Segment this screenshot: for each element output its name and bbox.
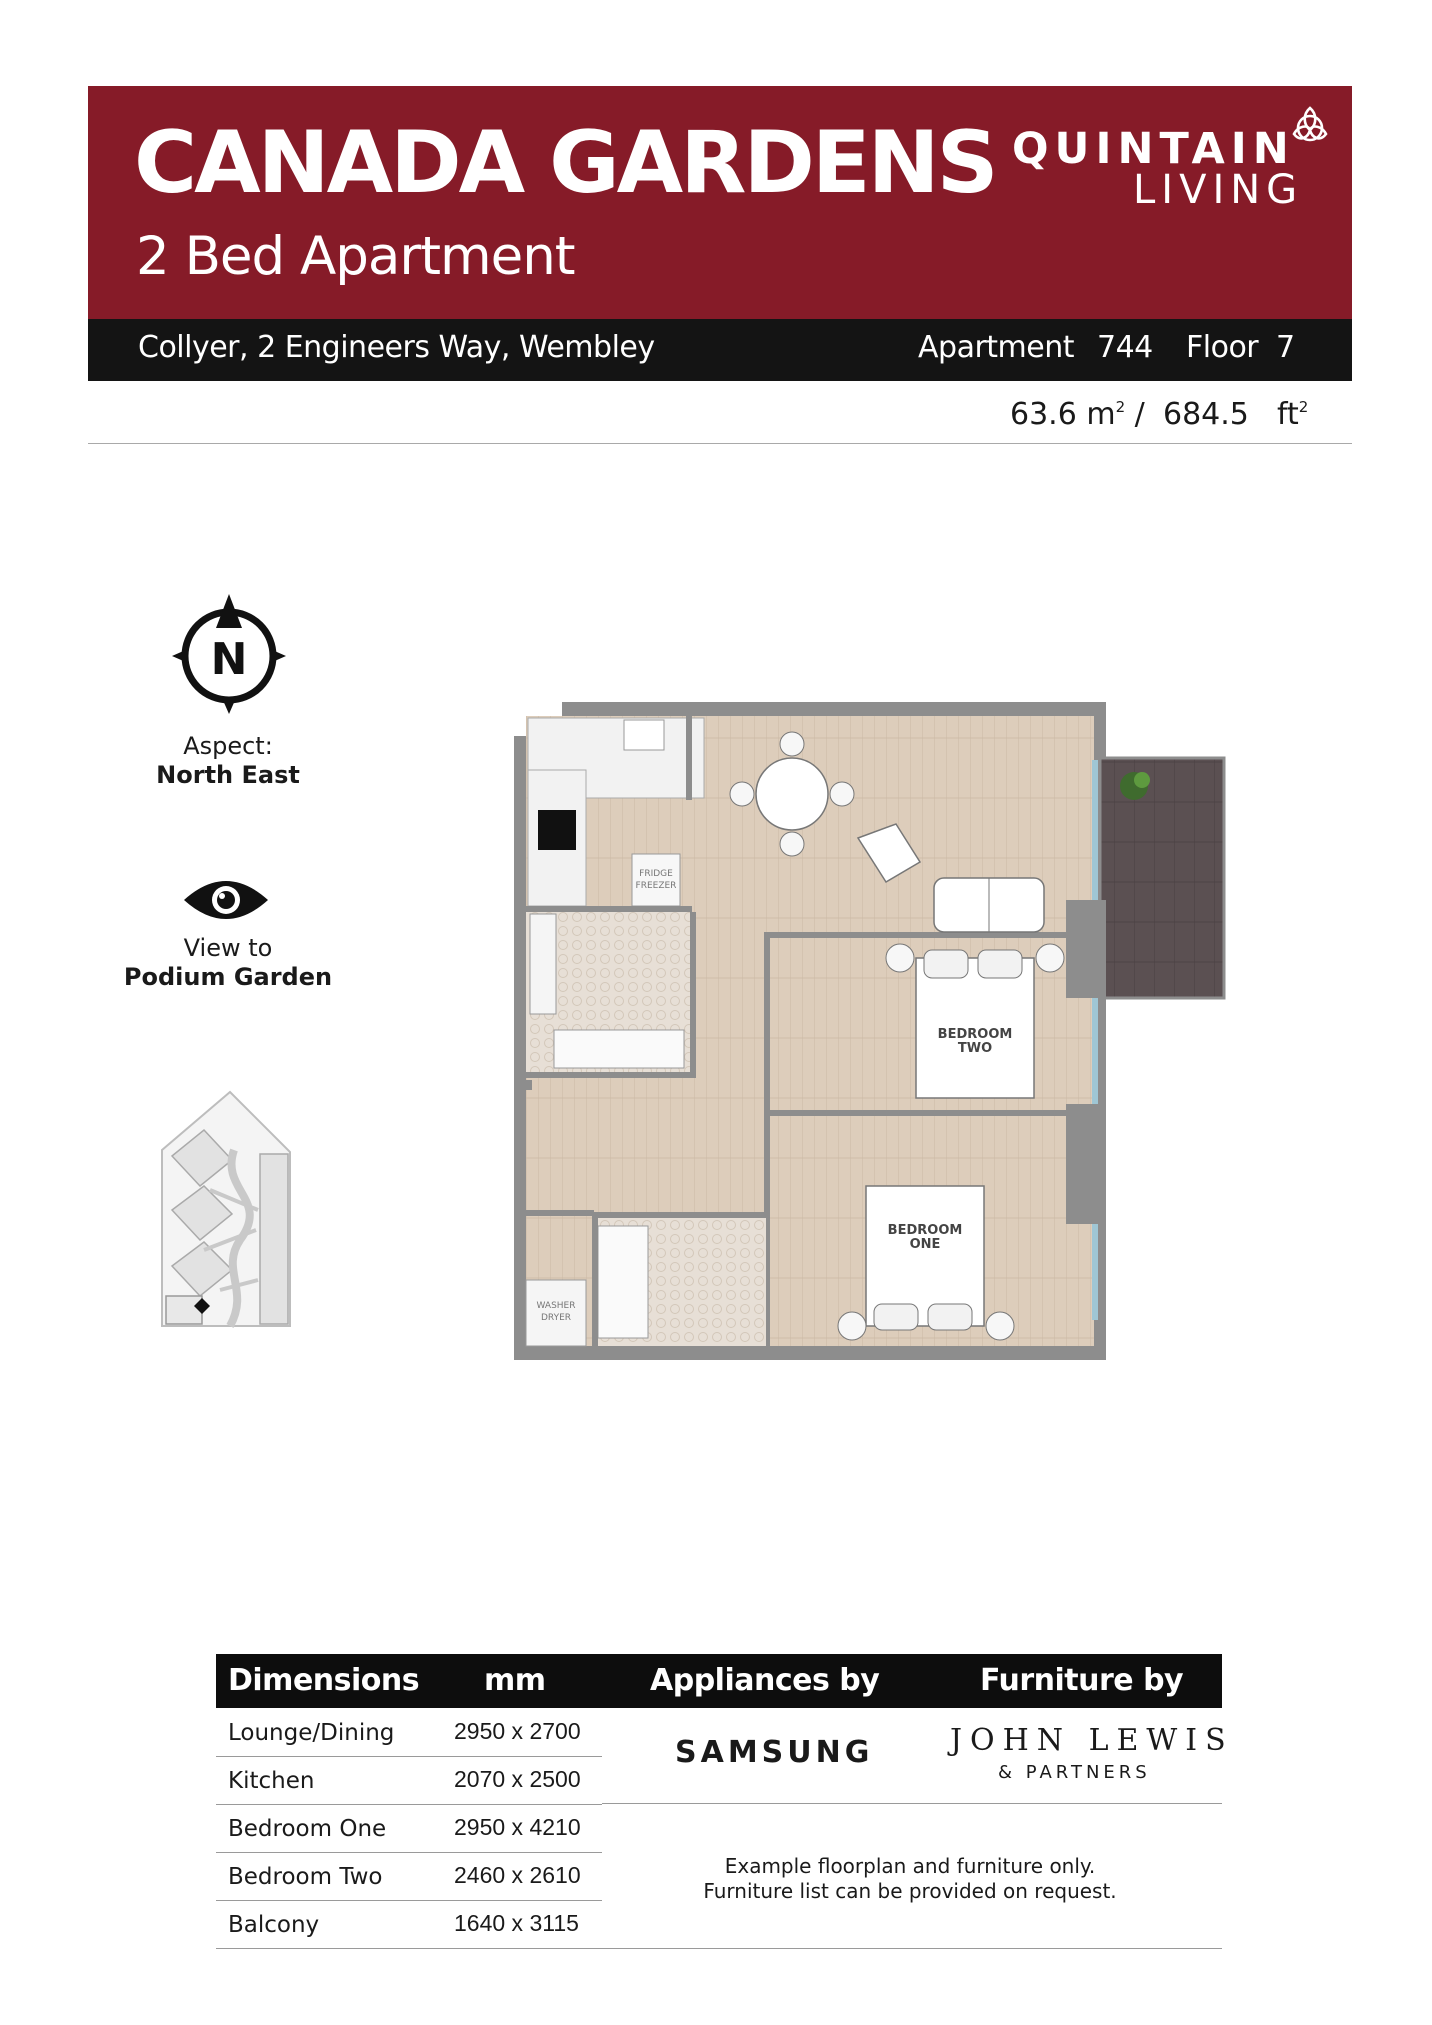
table-row: Balcony 1640 x 3115 — [216, 1900, 602, 1949]
header-furniture: Furniture by — [980, 1663, 1184, 1698]
table-row: Kitchen 2070 x 2500 — [216, 1756, 602, 1805]
bedroom-one-label-1: BEDROOM — [887, 1223, 963, 1238]
area-sqm: 63.6 $m^2$ / — [1010, 397, 1145, 432]
address: Collyer, 2 Engineers Way, Wembley — [138, 330, 655, 365]
divider — [602, 1948, 1222, 1949]
floor-number: 7 — [1276, 330, 1295, 365]
view-value: Podium Garden — [123, 963, 333, 991]
samsung-logo: SAMSUNG — [675, 1735, 874, 1770]
bedroom-one-label-2: ONE — [909, 1237, 941, 1252]
divider — [602, 1803, 1222, 1804]
view-eye-icon — [182, 876, 270, 924]
brand-subname: LIVING — [1133, 167, 1304, 213]
john-lewis-logo: JOHN LEWIS — [950, 1723, 1234, 1758]
fridge-label-2: FREEZER — [635, 881, 677, 891]
view-label: View to — [183, 934, 273, 962]
site-key-plan — [160, 1090, 296, 1330]
info-bar — [88, 319, 1352, 381]
table-row: Bedroom Two 2460 x 2610 — [216, 1852, 602, 1901]
apartment-number: 744 — [1097, 330, 1153, 365]
disclaimer-note: Example floorplan and furniture only. Furniture list can be provided on request. — [703, 1854, 1117, 1903]
area-sqft-unit: $ft^2$ — [1277, 397, 1309, 432]
john-lewis-partners: & PARTNERS — [998, 1762, 1151, 1783]
bedroom-two-label-1: BEDROOM — [937, 1027, 1013, 1042]
floor-label: Floor — [1186, 330, 1259, 365]
table-row: Lounge/Dining 2950 x 2700 — [216, 1708, 602, 1757]
floor-plan — [514, 700, 1226, 1360]
compass-icon — [172, 594, 286, 714]
header-mm: mm — [484, 1663, 546, 1698]
table-header — [216, 1654, 1222, 1708]
header-dimensions: Dimensions — [228, 1663, 420, 1698]
header-appliances: Appliances by — [650, 1663, 880, 1698]
fridge-label-1: FRIDGE — [639, 869, 673, 879]
apartment-label: Apartment — [918, 330, 1075, 365]
aspect-label: Aspect: — [183, 732, 273, 760]
development-title: CANADA GARDENS — [134, 113, 996, 213]
bedroom-two-label-2: TWO — [957, 1041, 993, 1056]
washer-label-2: DRYER — [540, 1313, 572, 1323]
washer-label-1: WASHER — [536, 1301, 576, 1311]
brand-name: QUINTAIN — [1012, 124, 1295, 174]
aspect-value: North East — [156, 761, 300, 789]
divider — [88, 443, 1352, 444]
table-row: Bedroom One 2950 x 4210 — [216, 1804, 602, 1853]
area-sqft: 684.5 — [1163, 397, 1249, 432]
compass-letter: N — [210, 634, 248, 685]
trefoil-logo-icon — [1286, 104, 1334, 152]
apartment-type: 2 Bed Apartment — [136, 226, 575, 287]
